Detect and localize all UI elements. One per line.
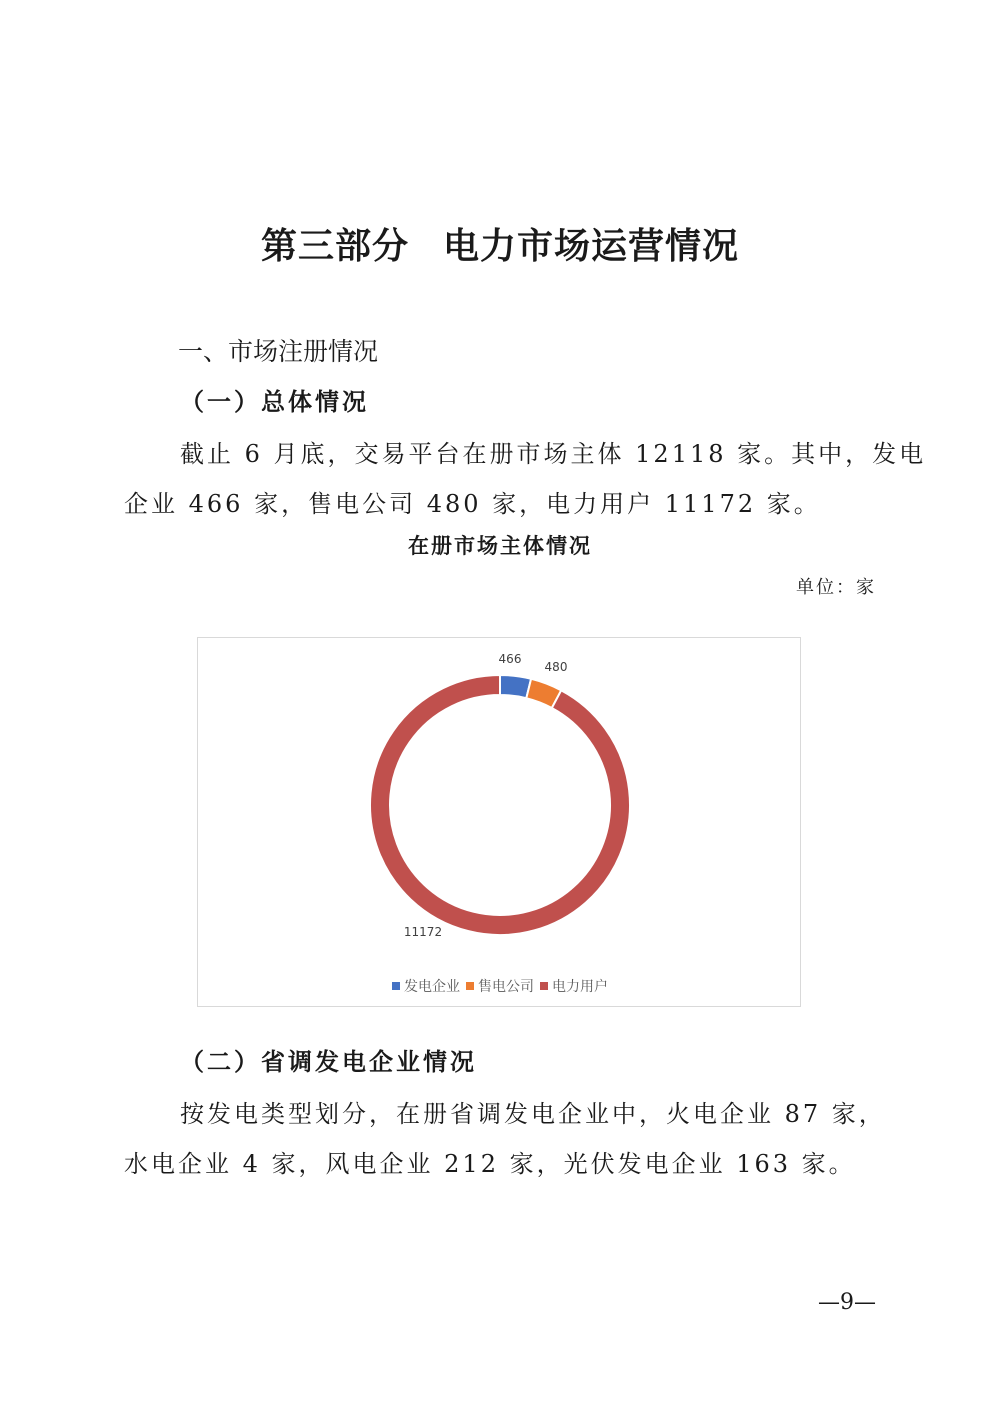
chart-legend — [198, 976, 802, 996]
subsection-heading-generators: （二）省调发电企业情况 — [180, 1047, 477, 1076]
donut-chart-svg — [198, 638, 802, 1008]
legend-label: 电力用户 — [552, 979, 608, 995]
legend-item-2 — [540, 976, 608, 996]
chart-caption: 在册市场主体情况 — [408, 534, 592, 558]
paragraph-line: 企业 466 家，售电公司 480 家，电力用户 11172 家。 — [124, 490, 821, 518]
legend-item-1 — [466, 976, 534, 996]
part-number: 第三部分 — [260, 225, 409, 267]
legend-label: 发电企业 — [404, 979, 460, 995]
paragraph-line: 截止 6 月底，交易平台在册市场主体 12118 家。其中，发电 — [180, 440, 927, 468]
data-label-1: 480 — [544, 660, 568, 674]
paragraph-line: 水电企业 4 家，风电企业 212 家，光伏发电企业 163 家。 — [124, 1150, 856, 1178]
legend-item-0 — [392, 976, 460, 996]
donut-chart — [197, 637, 801, 1007]
donut-slice-2 — [370, 675, 630, 935]
legend-swatch — [392, 982, 400, 990]
paragraph-line: 按发电类型划分，在册省调发电企业中，火电企业 87 家， — [180, 1100, 886, 1128]
subsection-heading-overall: （一）总体情况 — [180, 387, 369, 416]
section-heading: 一、市场注册情况 — [178, 337, 379, 366]
page-number: —9— — [818, 1290, 876, 1315]
data-label-2: 11172 — [403, 925, 443, 939]
data-label-0: 466 — [498, 652, 522, 666]
legend-swatch — [466, 982, 474, 990]
legend-label: 售电公司 — [478, 979, 534, 995]
unit-label: 单位：家 — [796, 577, 876, 598]
part-name: 电力市场运营情况 — [443, 225, 740, 267]
page-title — [0, 218, 1000, 269]
legend-swatch — [540, 982, 548, 990]
